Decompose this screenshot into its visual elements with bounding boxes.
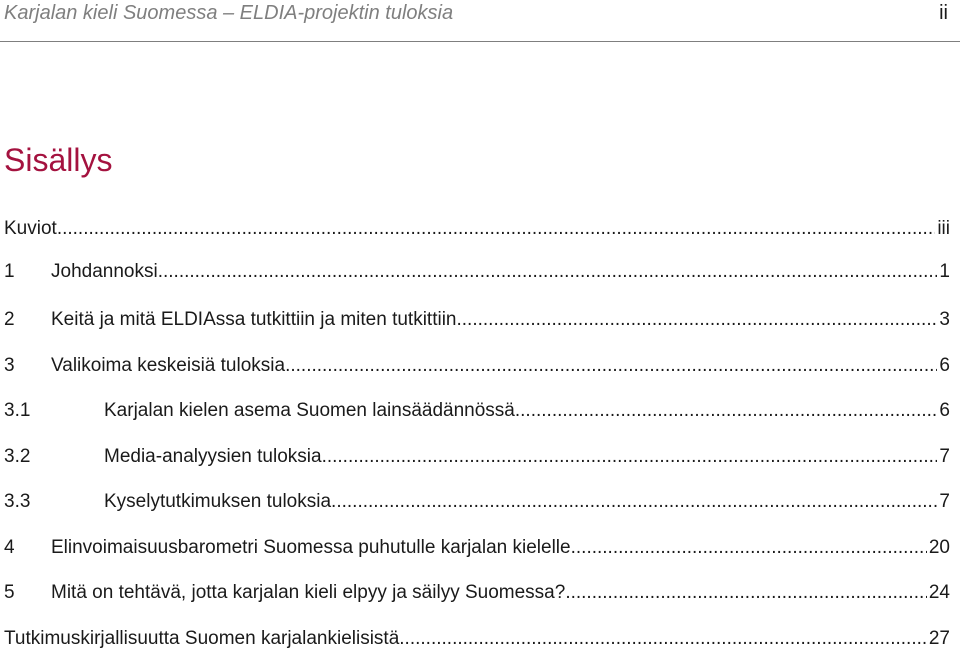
- toc-entry-page: 6: [939, 355, 950, 376]
- toc-entry-page: iii: [937, 218, 950, 239]
- toc-entry-text: Media-analyysien tuloksia: [104, 446, 322, 467]
- toc-entry-text: Elinvoimaisuusbarometri Suomessa puhutulle karjalan kielelle: [51, 537, 571, 558]
- toc-entry-4[interactable]: [4, 531, 950, 565]
- toc-entry-page: 27: [928, 628, 950, 649]
- toc-leader-dots: [515, 394, 938, 428]
- toc-entry-page: 1: [939, 261, 950, 282]
- toc-heading: Sisällys: [4, 142, 113, 178]
- toc-entry-5[interactable]: [4, 576, 950, 610]
- toc-entry-text: Kyselytutkimuksen tuloksia: [104, 491, 332, 512]
- toc-leader-dots: [399, 622, 927, 656]
- running-header-page-number: ii: [939, 2, 948, 24]
- toc-leader-dots: [565, 576, 927, 610]
- toc-leader-dots: [322, 440, 938, 474]
- toc-entry-text: Keitä ja mitä ELDIAssa tutkittiin ja miten tutkittiin.: [51, 309, 462, 330]
- toc-entry-text: Karjalan kielen asema Suomen lainsäädännössä: [104, 400, 515, 421]
- toc-entry-3-3[interactable]: [4, 485, 950, 519]
- page-header: [0, 0, 960, 42]
- toc-leader-dots: [57, 212, 936, 246]
- toc-entry-page: 24: [928, 582, 950, 603]
- toc-entry-kuviot[interactable]: [4, 212, 950, 246]
- running-header-title: Karjalan kieli Suomessa – ELDIA-projektin tuloksia: [4, 2, 454, 24]
- toc-entry-page: 7: [939, 446, 950, 467]
- toc-entry-text: Johdannoksi: [51, 261, 158, 282]
- toc-entry-page: 7: [939, 491, 950, 512]
- toc-entry-number: 3: [4, 355, 15, 376]
- toc-leader-dots: [462, 303, 938, 337]
- toc-leader-dots: [285, 349, 937, 383]
- toc-entry-3[interactable]: [4, 349, 950, 383]
- toc-entry-number: 1: [4, 261, 15, 282]
- toc-entry-3-1[interactable]: [4, 394, 950, 428]
- toc-entry-number: 3.2: [4, 446, 31, 467]
- toc-entry-number: 5: [4, 582, 15, 603]
- toc-entry-text: Mitä on tehtävä, jotta karjalan kieli elpyy ja säilyy Suomessa?: [51, 582, 566, 603]
- toc-entry-page: 6: [939, 400, 950, 421]
- toc-leader-dots: [331, 485, 937, 519]
- toc-entry-page: 20: [928, 537, 950, 558]
- toc-entry-text: Kuviot: [4, 218, 57, 239]
- toc-entry-2[interactable]: [4, 303, 950, 337]
- toc-leader-dots: [571, 531, 927, 565]
- toc-entry-1[interactable]: [4, 255, 950, 289]
- toc-leader-dots: [158, 255, 938, 289]
- toc-entry-text: Valikoima keskeisiä tuloksia: [51, 355, 286, 376]
- toc-entry-3-2[interactable]: [4, 440, 950, 474]
- toc-entry-page: 3: [939, 309, 950, 330]
- toc-entry-number: 2: [4, 309, 15, 330]
- toc-entry-number: 4: [4, 537, 15, 558]
- toc-entry-tutkimuskirjallisuutta[interactable]: [4, 622, 950, 656]
- toc-entry-number: 3.1: [4, 400, 31, 421]
- toc-entry-text: Tutkimuskirjallisuutta Suomen karjalankielisistä: [4, 628, 400, 649]
- toc-entry-number: 3.3: [4, 491, 31, 512]
